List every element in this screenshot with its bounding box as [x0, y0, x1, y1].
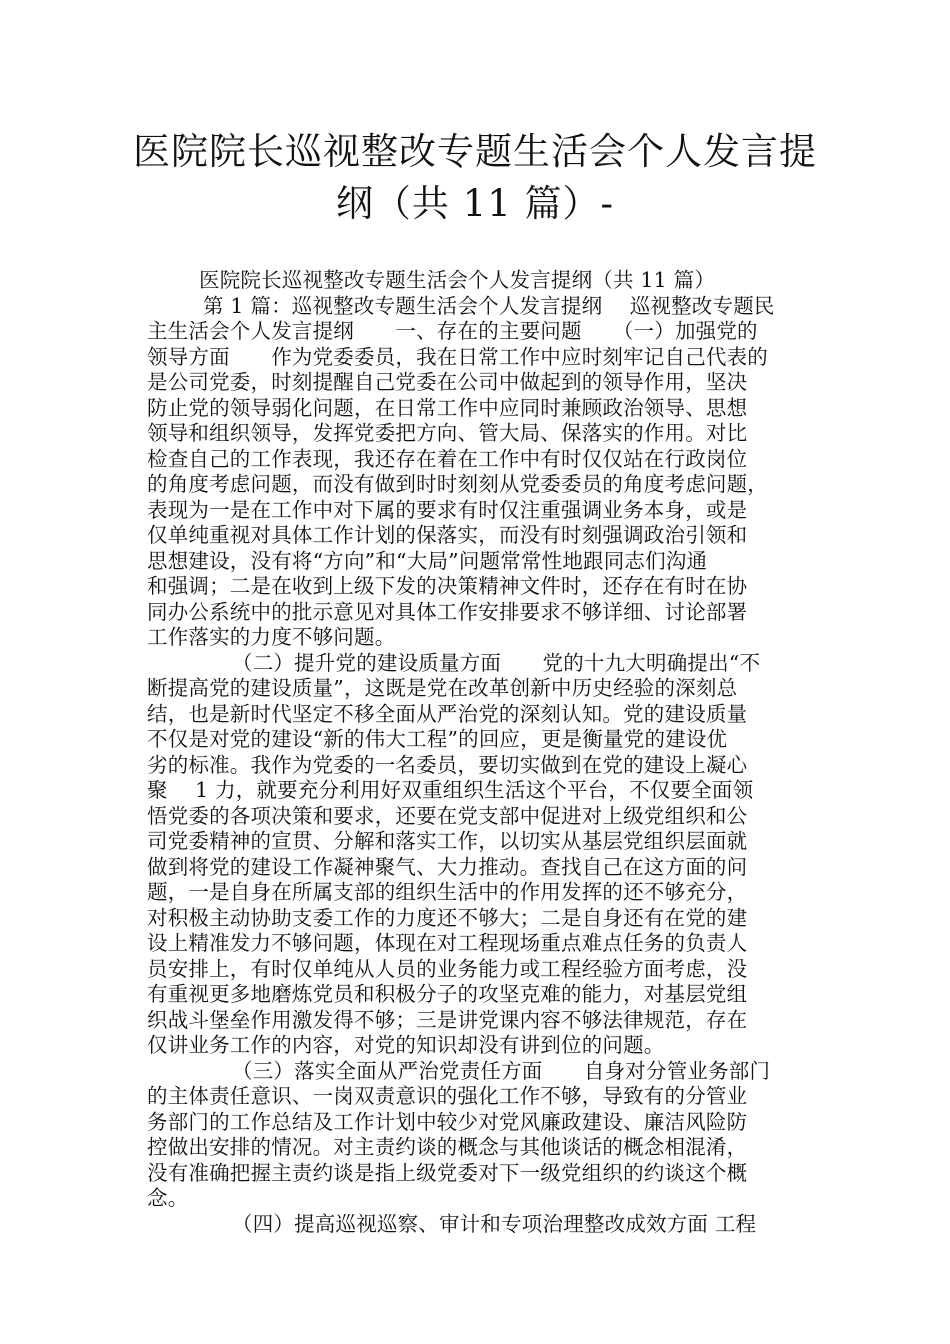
document-title — [120, 126, 830, 230]
body-line: 结，也是新时代坚定不移全面从严治党的深刻认知。党的建设质量 — [147, 701, 748, 726]
section-heading-line: （三）落实全面从严治党责任方面 自身对分管业务部门 — [232, 1058, 771, 1083]
body-line: 员安排上，有时仅单纯从人员的业务能力或工程经验方面考虑，没 — [147, 956, 748, 981]
body-line: 做到将党的建设工作凝神聚气、大力推动。查找自己在这方面的问 — [147, 854, 748, 879]
body-line: 控做出安排的情况。对主责约谈的概念与其他谈话的概念相混淆， — [147, 1135, 748, 1159]
body-line: 不仅是对党的建设“新的伟大工程”的回应，更是衡量党的建设优 — [147, 727, 728, 751]
body-line: 没有准确把握主责约谈是指上级党委对下一级党组织的约谈这个概 — [147, 1160, 748, 1185]
body-line: 仅单纯重视对具体工作计划的保落实，而没有时刻强调政治引领和 — [147, 523, 748, 547]
body-line: 主生活会个人发言提纲 一、存在的主要问题 （一）加强党的 — [147, 319, 758, 343]
body-line: 仅讲业务工作的内容，对党的知识却没有讲到位的问题。 — [147, 1033, 665, 1057]
body-line: 同办公系统中的批示意见对具体工作安排要求不够详细、讨论部署 — [147, 599, 748, 624]
body-line: 的角度考虑问题，而没有做到时时刻刻从党委委员的角度考虑问题， — [147, 472, 768, 496]
body-line: 表现为一是在工作中对下属的要求有时仅注重强调业务本身，或是 — [147, 497, 748, 522]
body-subtitle-line: 医院院长巡视整改专题生活会个人发言提纲（共 11 篇） — [199, 268, 716, 292]
document-body — [147, 268, 815, 1237]
body-line: 对积极主动协助支委工作的力度还不够大；二是自身还有在党的建 — [147, 905, 748, 930]
body-line: 工作落实的力度不够问题。 — [147, 625, 396, 649]
body-line: 有重视更多地磨炼党员和积极分子的攻坚克难的能力，对基层党组 — [147, 982, 748, 1006]
body-line: 防止党的领导弱化问题，在日常工作中应同时兼顾政治领导、思想 — [147, 395, 748, 420]
section-heading-line: （二）提升党的建设质量方面 党的十九大明确提出“不 — [232, 650, 761, 675]
title-line-1: 医院院长巡视整改专题生活会个人发言提 — [133, 130, 817, 173]
body-line: 的主体责任意识、一岗双责意识的强化工作不够，导致有的分管业 — [147, 1084, 748, 1108]
body-line: 设上精准发力不够问题，体现在对工程现场重点难点任务的负责人 — [147, 931, 748, 955]
body-line: 织战斗堡垒作用激发得不够；三是讲党课内容不够法律规范，存在 — [147, 1007, 748, 1032]
body-line: 第 1 篇：巡视整改专题生活会个人发言提纲 巡视整改专题民 — [203, 293, 775, 318]
body-line: 务部门的工作总结及工作计划中较少对党风廉政建设、廉洁风险防 — [147, 1109, 748, 1134]
body-line: 念。 — [147, 1186, 189, 1210]
body-line: 聚 1 力，就要充分利用好双重组织生活这个平台，不仅要全面领 — [147, 778, 754, 802]
body-line: 和强调；二是在收到上级下发的决策精神文件时，还存在有时在协 — [147, 574, 748, 598]
body-line: 思想建设，没有将“方向”和“大局”问题常常性地跟同志们沟通 — [147, 548, 708, 573]
body-line: 题，一是自身在所属支部的组织生活中的作用发挥的还不够充分， — [147, 880, 748, 904]
title-line-2: 纲（共 11 篇）- — [335, 182, 615, 225]
body-line: 悟党委的各项决策和要求，还要在党支部中促进对上级党组织和公 — [147, 803, 748, 828]
body-line: 断提高党的建设质量”，这既是党在改革创新中历史经验的深刻总 — [147, 676, 738, 700]
body-line: 是公司党委，时刻提醒自己党委在公司中做起到的领导作用，坚决 — [147, 370, 748, 394]
body-line: 检查自己的工作表现，我还存在着在工作中有时仅仅站在行政岗位 — [147, 446, 748, 471]
body-line: 领导方面 作为党委委员，我在日常工作中应时刻牢记自己代表的 — [147, 344, 768, 369]
body-line: 劣的标准。我作为党委的一名委员，要切实做到在党的建设上凝心 — [147, 752, 748, 777]
body-line: 领导和组织领导，发挥党委把方向、管大局、保落实的作用。对比 — [147, 421, 748, 445]
section-heading-line: （四）提高巡视巡察、审计和专项治理整改成效方面 工程 — [232, 1211, 757, 1236]
body-line: 司党委精神的宣贯、分解和落实工作，以切实从基层党组织层面就 — [147, 829, 748, 853]
